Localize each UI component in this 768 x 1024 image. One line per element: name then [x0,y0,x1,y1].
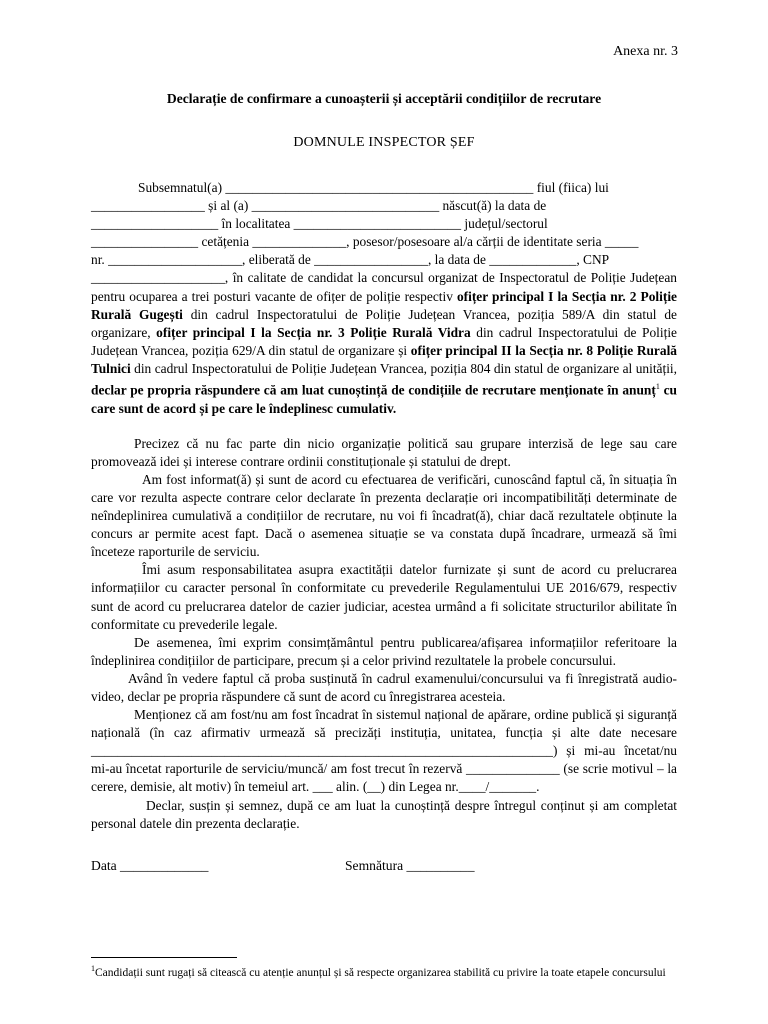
identity-line-1: Subsemnatul(a) ______________________________________________ fiul (fiica) lui [138,180,609,195]
paragraph-identity [91,179,677,418]
footnote [91,962,691,980]
paragraph-publication-consent: De asemenea, îmi exprim consimțământul pentru publicarea/afișarea informațiilor referitoare la îndeplinirea condițiilor de participare, precum și a celor privind rezultatele la probele concursului. [91,634,677,668]
signature-field: Semnătura __________ [345,858,475,873]
paragraph-employment-history: Menționez că am fost/nu am fost încadrat în sistemul național de apărare, ordine publică și siguranță națională (în caz afirmativ urmează să precizăți instituția, unitatea, funcția și alte date necesare _____________________________________________________________________) și mi-au încetat/nu mi-au încetat raporturile de serviciu/muncă/ am fost trecut în rezervă ______________ (se scrie motivul – la cerere, demisie, alt motiv) în temeiul art. ___ alin. (__) din Legea nr.____/_______. [91,707,677,795]
identity-line-3: ___________________ în localitatea _________________________ județul/sectorul [91,216,548,232]
annex-label: Anexa nr. 3 [613,44,678,59]
declaration-body [91,179,677,833]
identity-line-5: nr. ____________________, eliberată de _________________, la data de _____________, CNP [91,252,610,268]
date-field: Data _____________ [91,858,209,873]
post-3: ofițer principal II la Secția nr. 8 Poliție Rurală Tulnici [91,342,677,376]
footnote-divider [91,957,237,958]
footnote-text: Candidații sunt rugați să citească cu atenție anunțul și să respecte organizarea stabilită cu privire la toate etapele concursului [95,966,666,979]
addressee: DOMNULE INSPECTOR ȘEF [293,135,475,150]
identity-text-3: din cadrul Inspectoratului de Poliție Județean Vrancea, poziția 629/A din statul de organizare și [91,324,677,358]
document-title: Declarație de confirmare a cunoașterii și acceptării condițiilor de recrutare [166,91,602,106]
identity-line-4: ________________ cetățenia ______________, posesor/posesoare al/a cărții de identitate seria _____ [91,234,639,250]
paragraph-final-statement: Declar, susțin și semnez, după ce am luat la cunoștință despre întregul conținut și am completat personal datele din prezenta declarație. [91,797,677,831]
identity-text-2: din cadrul Inspectoratului de Poliție Județean Vrancea, poziția 589/A din statul de organizare, [91,306,677,340]
post-2: ofițer principal I la Secția nr. 3 Poliție Rurală Vidra [156,324,471,340]
declaration-statement-end: cu care sunt de acord și pe care le îndeplinesc cumulativ. [91,382,677,416]
paragraph-recording-consent: Având în vedere faptul că proba susținută în cadrul examenului/concursului va fi înregistrată audio-video, declar pe propria răspundere că sunt de acord cu înregistrarea acesteia. [91,670,677,704]
identity-text-4: din cadrul Inspectoratului de Poliție Județean Vrancea, poziția 804 din statul de organizare al unității, [130,360,677,376]
identity-text-1: ____________________, în calitate de candidat la concursul organizat de Inspectoratul de Poliție Județean pentru ocuparea a trei posturi vacante de ofițer de poliție respectiv [91,270,677,304]
footnote-mark: 1 [91,964,95,973]
paragraph-data-processing: Îmi asum responsabilitatea asupra exactității datelor furnizate și sunt de acord cu prelucrarea informațiilor cu caracter personal în conformitate cu prevederile Regulamentului UE 2016/679, respectiv sunt de acord cu prelucrarea datelor de cazier judiciar, acestea urmând a fi solicitate structurilor abilitate în conformitate cu prevederile legale. [91,562,677,632]
declaration-statement: declar pe propria răspundere că am luat cunoștință de condițiile de recrutare menționate în anunț [91,382,656,398]
footnote-ref: 1 [655,382,660,392]
post-1: ofițer principal I la Secția nr. 2 Poliție Rurală Gugești [91,288,677,322]
paragraph-verification: Am fost informat(ă) și sunt de acord cu efectuarea de verificări, cunoscând faptul că, în situația în care vor rezulta aspecte contrare celor declarate în prezenta declarație ori incompatibilități determinate de neîndeplinirea cumulativă a condițiilor de recrutare, nu voi fi încadrat(ă), chiar dacă rezultatele obținute la concurs ar permite acest fapt. Dacă o asemenea situație se va constata după încadrare, urmează să îmi înceteze raporturile de serviciu. [91,471,677,560]
identity-line-2: _________________ și al (a) ____________________________ născut(ă) la data de [91,198,547,214]
paragraph-political: Precizez că nu fac parte din nicio organizație politică sau grupare interzisă de lege sau care promovează idei și interese contrare ordinii constituționale și statului de drept. [91,435,677,469]
